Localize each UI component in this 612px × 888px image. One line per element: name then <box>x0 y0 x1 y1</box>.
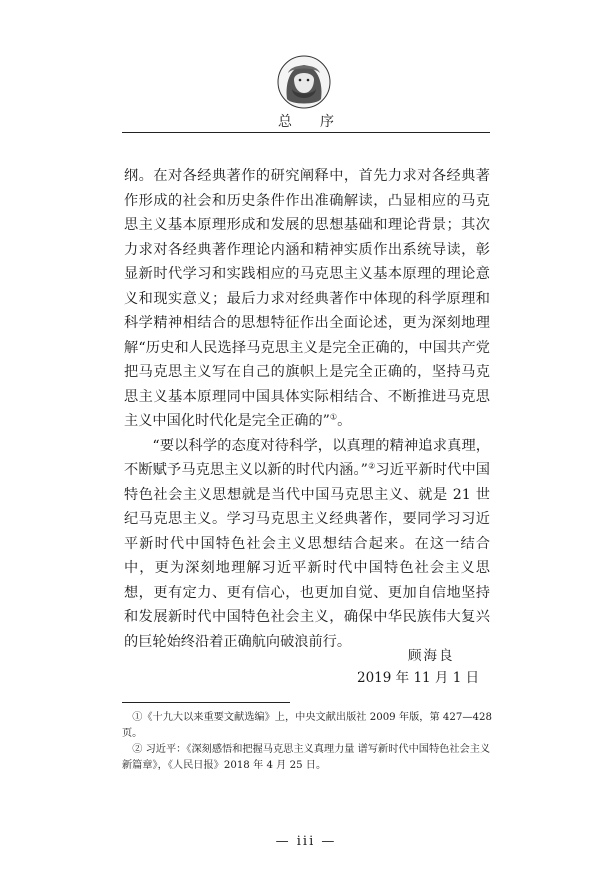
footnote-ref-2[interactable]: ② <box>367 461 376 471</box>
paragraph-2 <box>124 434 490 655</box>
footnote-divider <box>122 702 290 703</box>
footnote-2: ② 习近平：《深刻感悟和把握马克思主义真理力量 谱写新时代中国特色社会主义新篇章》，《人民日报》2018 年 4 月 25 日。 <box>122 744 491 771</box>
page-header-title: 总序 <box>278 114 362 130</box>
page-number: — iii — <box>275 834 337 849</box>
portrait-icon <box>277 55 331 109</box>
paragraph-1-end: 。 <box>337 413 352 429</box>
body-text <box>124 164 490 654</box>
paragraph-1 <box>124 164 490 434</box>
paragraph-1-text: 纲。在对各经典著作的研究阐释中，首先力求对各经典著作形成的社会和历史条件作出准确解读，凸显相应的马克思主义基本原理形成和发展的思想基础和理论背景；其次力求对各经典著作理论内涵和精神实质作出系统导读，彰显新时代学习和实践相应的马克思主义基本原理的理论意义和现实意义；最后力求对经典著作中体现的科学原理和科学精神相结合的思想特征作出全面论述，更为深刻地理解“历史和人民选择马克思主义是完全正确的，中国共产党把马克思主义写在自己的旗帜上是完全正确的，坚持马克思主义基本原理同中国具体实际相结合、不断推进马克思主义中国化时代化是完全正确的” <box>124 168 490 429</box>
footnote-ref-1[interactable]: ① <box>329 412 338 422</box>
paragraph-2-text: 习近平新时代中国特色社会主义思想就是当代中国马克思主义、就是 21 世纪马克思主义。学习马克思主义经典著作，要同学习习近平新时代中国特色社会主义思想结合起来。在这一结合中，更为深刻地理解习近平新时代中国特色社会主义思想，更有定力、更有信心，也更加自觉、更加自信地坚持和发展新时代中国特色社会主义，确保中华民族伟大复兴的巨轮始终沿着正确航向破浪前行。 <box>124 462 490 650</box>
paragraph-2-quote: “要以科学的态度对待科学，以真理的精神追求真理，不断赋予马克思主义以新的时代内涵。” <box>124 437 490 478</box>
author-signature: 顾海良 <box>408 648 455 664</box>
footnotes <box>122 710 494 774</box>
header-divider <box>122 132 490 133</box>
signature-date: 2019 年 11 月 1 日 <box>357 670 480 686</box>
footnote-1: ①《十九大以来重要文献选编》上，中央文献出版社 2009 年版，第 427—428 页。 <box>122 712 492 739</box>
